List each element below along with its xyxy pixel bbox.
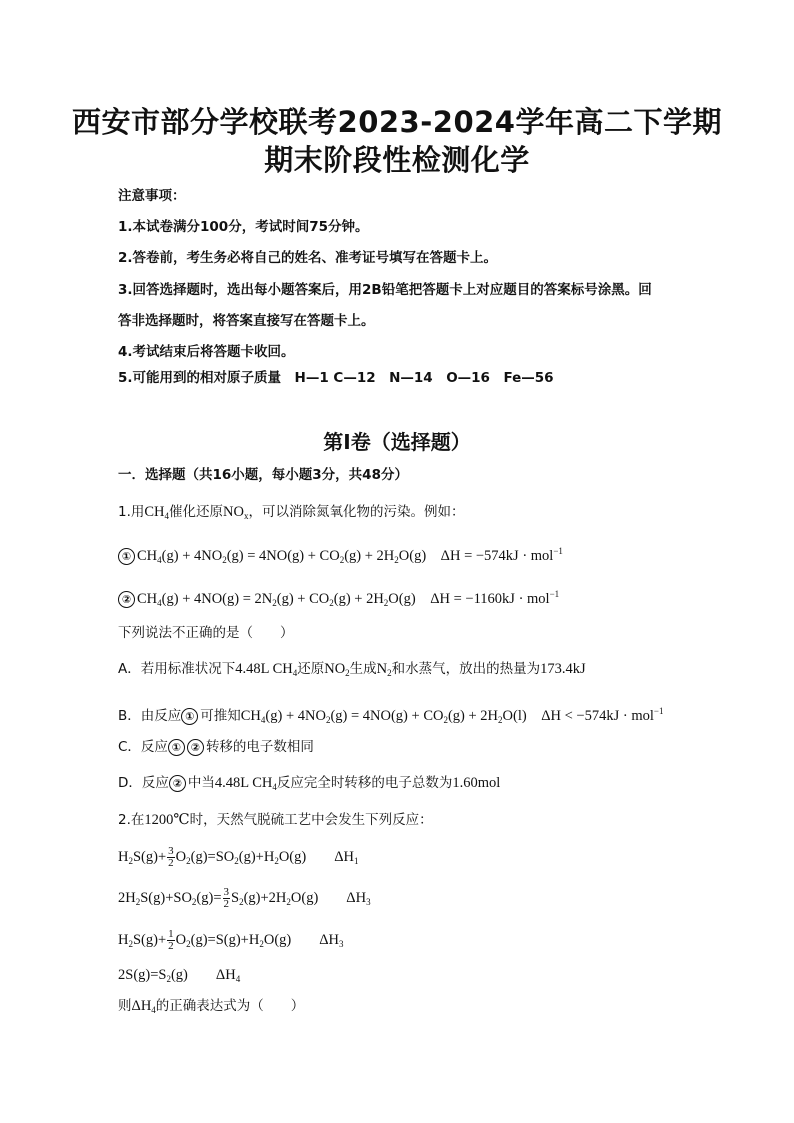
q1-stem: 1.用$CH_4$催化还原$NO_x$，可以消除氮氧化物的污染。例如： [118,504,465,521]
q2-equation-2: $2H_2S(g)+SO_2(g)=$ $\frac{3}{2}$ $S_2(g)+2H_2O(g)$ $\Delta H_3$ [118,886,371,910]
page-title-line1: 西安市部分学校联考2023-2024学年高二下学期 [72,105,722,139]
notice-item-3-cont: 答非选择题时，将答案直接写在答题卡上。 [118,313,375,329]
q1-prompt: 下列说法不正确的是（ ） [118,625,294,641]
q2-equation-1: $H_2S(g)+$ $\frac{3}{2}$ $O_2(g)=SO_2(g)+H_2O(g)$ $\Delta H_1$ [118,845,359,869]
circled-number-1: ① [181,708,198,725]
q2-prompt: 则$\Delta H_4$的正确表达式为（ ） [118,998,305,1015]
part-heading: 一．选择题（共16小题，每小题3分，共48分） [118,467,408,483]
notice-item-3: 3.回答选择题时，选出每小题答案后，用2B铅笔把答题卡上对应题目的答案标号涂黑。回 [118,282,652,298]
q1-option-c: C．反应 ① ② 转移的电子数相同 [118,739,314,755]
q2-equation-4: $2S(g)=S_2(g)$ $\Delta H_4$ [118,967,241,984]
circled-number-1: ① [168,739,185,756]
q2-stem: 2.在1200℃时，天然气脱硫工艺中会发生下列反应： [118,812,433,828]
q1-reaction-1: ① $CH_4(g) + 4NO_2(g) = 4NO(g) + CO_2(g) + 2H_2O(g)$ ΔH = −574kJ · mol$^{-1}$ [118,541,563,570]
circled-number-2: ② [169,775,186,792]
circled-number-1: ① [118,548,135,565]
circled-number-2: ② [118,591,135,608]
circled-number-2: ② [187,739,204,756]
notice-item-5: 5.可能用到的相对原子质量 H—1 C—12 N—14 O—16 Fe—56 [118,370,554,386]
notice-item-1: 1.本试卷满分100分，考试时间75分钟。 [118,219,369,235]
section-title: 第Ⅰ卷（选择题） [323,430,471,454]
q1-option-a: A．若用标准状况下4.48L $CH_4$还原$NO_2$生成$N_2$和水蒸气，放出的热量为173.4kJ [118,661,586,678]
notice-heading: 注意事项： [118,188,186,204]
notice-item-4: 4.考试结束后将答题卡收回。 [118,344,295,360]
page-title-line2: 期末阶段性检测化学 [264,143,530,177]
q2-equation-3: $H_2S(g)+$ $\frac{1}{2}$ $O_2(g)=S(g)+H_2O(g)$ $\Delta H_3$ [118,928,344,952]
q1-option-d: D．反应 ② 中当4.48L $CH_4$反应完全时转移的电子总数为1.60mol [118,775,501,792]
q1-reaction-2: ② $CH_4(g) + 4NO(g) = 2N_2(g) + CO_2(g) + 2H_2O(g)$ ΔH = −1160kJ · mol$^{-1}$ [118,584,559,613]
q1-option-b: B．由反应 ① 可推知$CH_4(g) + 4NO_2(g) = 4NO(g) + CO_2(g) + 2H_2O(l)$ ΔH < −574kJ · mol$^{-1}$ [118,706,664,725]
notice-item-2: 2.答卷前，考生务必将自己的姓名、准考证号填写在答题卡上。 [118,250,498,266]
